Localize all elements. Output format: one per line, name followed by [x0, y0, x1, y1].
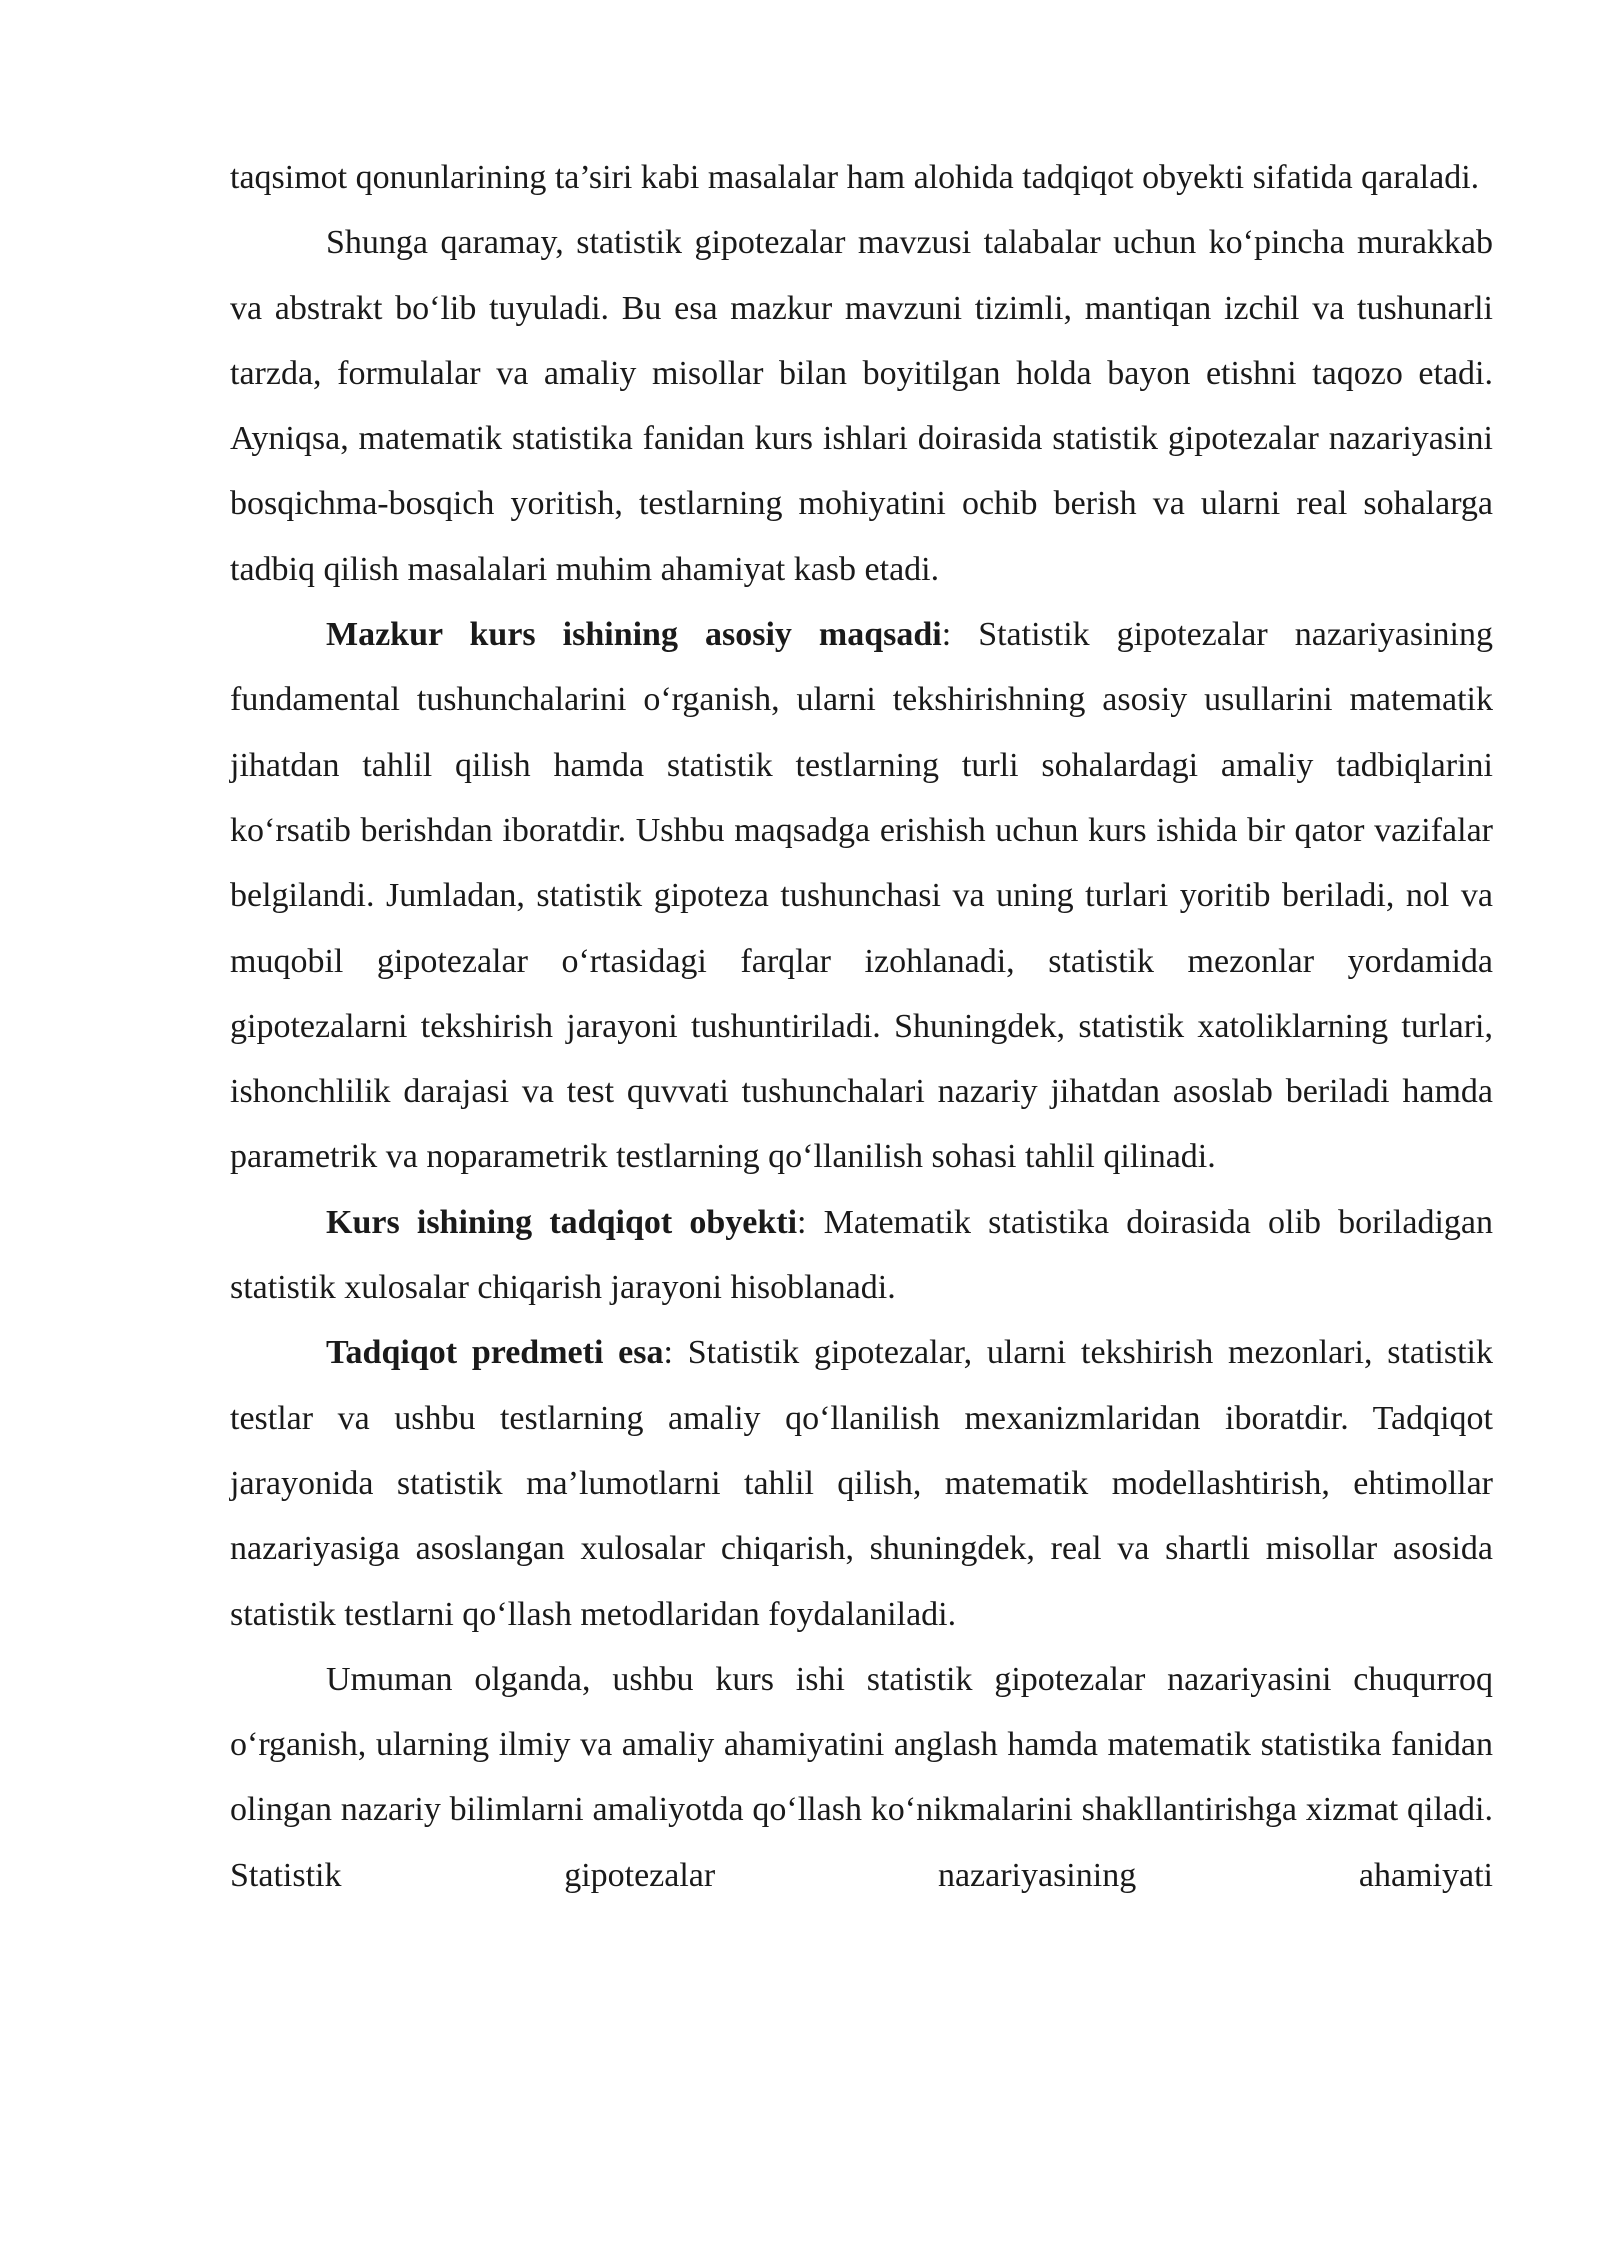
paragraph-research-object: [230, 1190, 1493, 1321]
paragraph-main-goal: [230, 602, 1493, 1190]
paragraph-continuation: taqsimot qonunlarining ta’siri kabi masalalar ham alohida tadqiqot obyekti sifatida qaraladi.: [230, 159, 1480, 196]
paragraph-research-subject: [230, 1320, 1493, 1646]
document-page: [230, 145, 1493, 1908]
research-object-text: : Matematik statistika doirasida olib boriladigan statistik xulosalar chiqarish jarayoni hisoblanadi.: [230, 1203, 1493, 1307]
main-goal-heading: Mazkur kurs ishining asosiy maqsadi: [326, 616, 942, 654]
research-subject-text: : Statistik gipotezalar, ularni tekshirish mezonlari, statistik testlar va ushbu testlarning amaliy qo‘llanilish mexanizmlaridan iboratdir. Tadqiqot jarayonida statistik ma’lumotlarni tahlil qilish, matematik modellashtirish, ehtimollar nazariyasiga asoslangan xulosalar chiqarish, shuningdek, real va shartli misollar asosida statistik testlarni qo‘llash metodlaridan foydalaniladi.: [230, 1334, 1494, 1633]
main-goal-text: : Statistik gipotezalar nazariyasining fundamental tushunchalarini o‘rganish, ularni tekshirishning asosiy usullarini matematik jihatdan tahlil qilish hamda statistik testlarning turli sohalardagi amaliy tadbiqlarini ko‘rsatib berishdan iboratdir. Ushbu maqsadga erishish uchun kurs ishida bir qator vazifalar belgilandi. Jumladan, statistik gipoteza tushunchasi va uning turlari yoritib beriladi, nol va muqobil gipotezalar o‘rtasidagi farqlar izohlanadi, statistik mezonlar yordamida gipotezalarni tekshirish jarayoni tushuntiriladi. Shuningdek, statistik xatoliklarning turlari, ishonchlilik darajasi va test quvvati tushunchalari nazariy jihatdan asoslab beriladi hamda parametrik va noparametrik testlarning qo‘llanilish sohasi tahlil qilinadi.: [230, 616, 1493, 1176]
paragraph-topic-difficulty: Shunga qaramay, statistik gipotezalar mavzusi talabalar uchun ko‘pincha murakkab va abstrakt bo‘lib tuyuladi. Bu esa mazkur mavzuni tizimli, mantiqan izchil va tushunarli tarzda, formulalar va amaliy misollar bilan boyitilgan holda bayon etishni taqozo etadi. Ayniqsa, matematik statistika fanidan kurs ishlari doirasida statistik gipotezalar nazariyasini bosqichma-bosqich yoritish, testlarning mohiyatini ochib berish va ularni real sohalarga tadbiq qilish masalalari muhim ahamiyat kasb etadi.: [230, 224, 1493, 588]
paragraph-conclusion: Umuman olganda, ushbu kurs ishi statistik gipotezalar nazariyasini chuqurroq o‘rganish, ularning ilmiy va amaliy ahamiyatini anglash hamda matematik statistika fanidan olingan nazariy bilimlarni amaliyotda qo‘llash ko‘nikmalarini shakllantirishga xizmat qiladi. Statistik gipotezalar nazariyasining ahamiyati: [230, 1660, 1493, 1894]
research-subject-heading: Tadqiqot predmeti esa: [326, 1334, 664, 1372]
research-object-heading: Kurs ishining tadqiqot obyekti: [326, 1203, 798, 1241]
